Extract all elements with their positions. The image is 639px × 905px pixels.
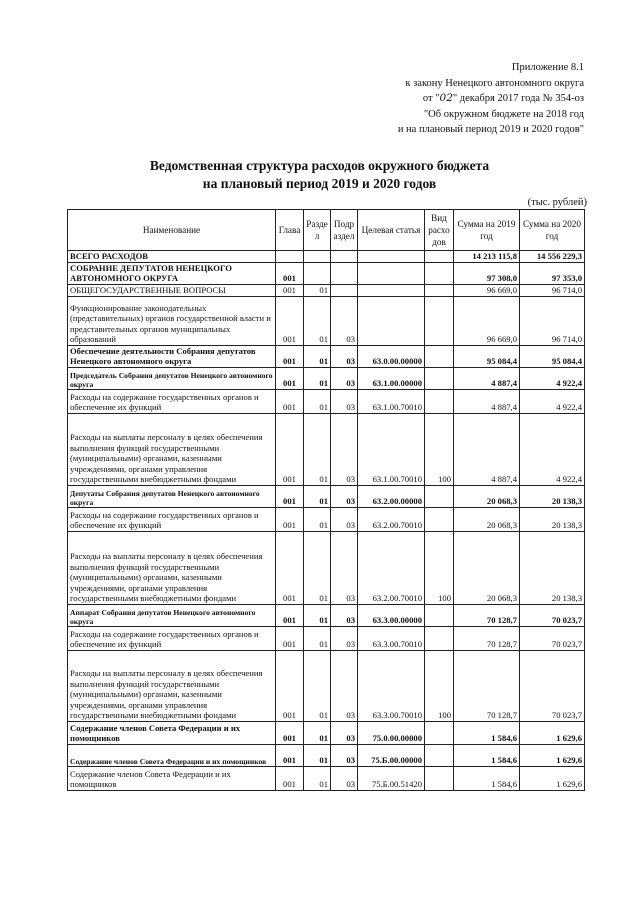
table-row xyxy=(68,262,585,284)
row-type xyxy=(425,721,454,744)
row-type xyxy=(425,604,454,626)
row-name: Аппарат Собрания депутатов Ненецкого автономного округа xyxy=(68,604,276,626)
row-sum2020: 70 023,7 xyxy=(520,650,585,721)
row-chapter: 001 xyxy=(276,626,304,650)
row-type xyxy=(425,744,454,766)
expenditure-table xyxy=(67,209,585,791)
row-target: 75.0.00.00000 xyxy=(358,721,425,744)
row-sum2020: 14 556 229,3 xyxy=(520,251,585,263)
row-name: СОБРАНИЕ ДЕПУТАТОВ НЕНЕЦКОГО АВТОНОМНОГО ОКРУГА xyxy=(68,262,276,284)
header-row xyxy=(68,210,585,251)
row-target xyxy=(358,296,425,345)
row-sum2020: 20 138,3 xyxy=(520,507,585,531)
row-name: Функционирование законодательных (представительных) органов государственной власти и представительных органов муниципальных образований xyxy=(68,296,276,345)
row-subsection: 03 xyxy=(331,766,358,790)
row-target: 75.Б.00.00000 xyxy=(358,744,425,766)
row-sum2020: 1 629,6 xyxy=(520,766,585,790)
row-sum2020: 96 714,0 xyxy=(520,296,585,345)
row-section: 01 xyxy=(304,485,331,507)
appendix-line: к закону Ненецкого автономного округа xyxy=(405,77,584,89)
row-subsection: 03 xyxy=(331,721,358,744)
table-row xyxy=(68,650,585,721)
row-target: 63.2.00.70010 xyxy=(358,507,425,531)
row-chapter: 001 xyxy=(276,284,304,296)
row-section: 01 xyxy=(304,507,331,531)
date-suffix: " декабря 2017 года № 354-оз xyxy=(452,93,584,104)
table-row xyxy=(68,389,585,413)
row-target xyxy=(358,284,425,296)
row-type xyxy=(425,766,454,790)
row-sum2019: 20 068,3 xyxy=(454,485,520,507)
row-chapter: 001 xyxy=(276,389,304,413)
row-sum2020: 70 023,7 xyxy=(520,604,585,626)
row-sum2019: 70 128,7 xyxy=(454,604,520,626)
row-subsection: 03 xyxy=(331,604,358,626)
row-sum2020: 97 353,0 xyxy=(520,262,585,284)
row-target: 63.2.00.70010 xyxy=(358,531,425,604)
row-section xyxy=(304,262,331,284)
row-target: 63.1.00.70010 xyxy=(358,413,425,485)
table-row xyxy=(68,485,585,507)
row-section: 01 xyxy=(304,284,331,296)
row-subsection: 03 xyxy=(331,507,358,531)
row-sum2019: 70 128,7 xyxy=(454,626,520,650)
row-subsection: 03 xyxy=(331,626,358,650)
row-sum2020: 70 023,7 xyxy=(520,626,585,650)
row-sum2019: 14 213 115,8 xyxy=(454,251,520,263)
row-chapter: 001 xyxy=(276,262,304,284)
title-line: Ведомственная структура расходов окружного бюджета xyxy=(149,158,490,173)
header-sum2020: Сумма на 2020 год xyxy=(520,210,585,251)
row-section: 01 xyxy=(304,721,331,744)
row-target xyxy=(358,251,425,263)
table-row xyxy=(68,766,585,790)
row-sum2020: 1 629,6 xyxy=(520,721,585,744)
handwritten-date: 02 xyxy=(439,92,453,104)
table-row xyxy=(68,367,585,389)
row-name: Расходы на содержание государственных органов и обеспечение их функций xyxy=(68,389,276,413)
appendix-line: и на плановый период 2019 и 2020 годов" xyxy=(397,124,584,135)
row-chapter: 001 xyxy=(276,296,304,345)
table-row xyxy=(68,721,585,744)
title-line: на плановый период 2019 и 2020 годов xyxy=(202,176,437,191)
row-sum2019: 95 084,4 xyxy=(454,345,520,367)
row-type: 100 xyxy=(425,413,454,485)
row-target: 63.0.00.00000 xyxy=(358,345,425,367)
row-name: Содержание членов Совета Федерации и их помощников xyxy=(68,766,276,790)
row-target: 63.3.00.70010 xyxy=(358,626,425,650)
row-section: 01 xyxy=(304,531,331,604)
row-chapter: 001 xyxy=(276,531,304,604)
row-type: 100 xyxy=(425,531,454,604)
row-section: 01 xyxy=(304,367,331,389)
row-subsection: 03 xyxy=(331,367,358,389)
row-sum2020: 20 138,3 xyxy=(520,485,585,507)
header-subsection: Подр аздел xyxy=(331,210,358,251)
row-chapter: 001 xyxy=(276,744,304,766)
row-chapter: 001 xyxy=(276,766,304,790)
row-target: 63.1.00.00000 xyxy=(358,367,425,389)
row-sum2020: 95 084,4 xyxy=(520,345,585,367)
header-sum2019: Сумма на 2019 год xyxy=(454,210,520,251)
row-name: ВСЕГО РАСХОДОВ xyxy=(68,251,276,263)
table-row xyxy=(68,507,585,531)
row-sum2019: 70 128,7 xyxy=(454,650,520,721)
row-chapter xyxy=(276,251,304,263)
row-section: 01 xyxy=(304,744,331,766)
table-row xyxy=(68,413,585,485)
row-section: 01 xyxy=(304,413,331,485)
row-chapter: 001 xyxy=(276,507,304,531)
document-title xyxy=(0,157,639,193)
row-sum2020: 20 138,3 xyxy=(520,531,585,604)
row-subsection: 03 xyxy=(331,389,358,413)
table-row xyxy=(68,251,585,263)
row-name: Депутаты Собрания депутатов Ненецкого автономного округа xyxy=(68,485,276,507)
header-chapter: Глава xyxy=(276,210,304,251)
date-prefix: от " xyxy=(422,93,440,104)
row-sum2019: 4 887,4 xyxy=(454,389,520,413)
row-chapter: 001 xyxy=(276,485,304,507)
row-sum2019: 1 584,6 xyxy=(454,744,520,766)
row-target: 63.1.00.70010 xyxy=(358,389,425,413)
table-row xyxy=(68,626,585,650)
appendix-note xyxy=(398,60,584,138)
row-subsection xyxy=(331,284,358,296)
header-section: Разде л xyxy=(304,210,331,251)
row-section: 01 xyxy=(304,296,331,345)
row-chapter: 001 xyxy=(276,604,304,626)
row-subsection: 03 xyxy=(331,531,358,604)
row-sum2020: 4 922,4 xyxy=(520,389,585,413)
row-section: 01 xyxy=(304,604,331,626)
row-name: Председатель Собрания депутатов Ненецкого автономного округа xyxy=(68,367,276,389)
appendix-line: Приложение 8.1 xyxy=(511,62,584,73)
table-row xyxy=(68,345,585,367)
row-name: Расходы на содержание государственных органов и обеспечение их функций xyxy=(68,507,276,531)
row-sum2020: 1 629,6 xyxy=(520,744,585,766)
row-target: 63.3.00.70010 xyxy=(358,650,425,721)
row-chapter: 001 xyxy=(276,413,304,485)
row-section: 01 xyxy=(304,389,331,413)
row-type xyxy=(425,345,454,367)
row-type xyxy=(425,251,454,263)
row-type xyxy=(425,507,454,531)
row-sum2019: 20 068,3 xyxy=(454,531,520,604)
row-subsection: 03 xyxy=(331,413,358,485)
row-subsection xyxy=(331,251,358,263)
row-sum2020: 96 714,0 xyxy=(520,284,585,296)
row-sum2019: 96 669,0 xyxy=(454,284,520,296)
row-sum2019: 1 584,6 xyxy=(454,721,520,744)
row-type xyxy=(425,626,454,650)
row-chapter: 001 xyxy=(276,721,304,744)
row-target: 75.Б.00.51420 xyxy=(358,766,425,790)
row-sum2019: 1 584,6 xyxy=(454,766,520,790)
table-row xyxy=(68,284,585,296)
row-sum2019: 4 887,4 xyxy=(454,367,520,389)
row-type xyxy=(425,367,454,389)
row-name: Расходы на выплаты персоналу в целях обеспечения выполнения функций государственными (муниципальными) органами, казенными учреждениями, органами управления государственными внебюджетными фондами xyxy=(68,531,276,604)
table-row xyxy=(68,604,585,626)
row-name: ОБЩЕГОСУДАРСТВЕННЫЕ ВОПРОСЫ xyxy=(68,284,276,296)
row-section: 01 xyxy=(304,650,331,721)
row-sum2020: 4 922,4 xyxy=(520,367,585,389)
row-type xyxy=(425,296,454,345)
row-name: Обеспечение деятельности Собрания депутатов Ненецкого автономного округа xyxy=(68,345,276,367)
row-chapter: 001 xyxy=(276,650,304,721)
row-sum2019: 97 308,0 xyxy=(454,262,520,284)
row-section: 01 xyxy=(304,626,331,650)
row-chapter: 001 xyxy=(276,345,304,367)
row-name: Расходы на выплаты персоналу в целях обеспечения выполнения функций государственными (муниципальными) органами, казенными учреждениями, органами управления государственными внебюджетными фондами xyxy=(68,413,276,485)
row-subsection: 03 xyxy=(331,650,358,721)
table-row xyxy=(68,744,585,766)
row-name: Расходы на содержание государственных органов и обеспечение их функций xyxy=(68,626,276,650)
row-name: Расходы на выплаты персоналу в целях обеспечения выполнения функций государственными (муниципальными) органами, казенными учреждениями, органами управления государственными внебюджетными фондами xyxy=(68,650,276,721)
row-target xyxy=(358,262,425,284)
row-subsection: 03 xyxy=(331,485,358,507)
row-chapter: 001 xyxy=(276,367,304,389)
row-subsection xyxy=(331,262,358,284)
row-subsection: 03 xyxy=(331,296,358,345)
header-target: Целевая статья xyxy=(358,210,425,251)
appendix-line: "Об окружном бюджете на 2018 год xyxy=(423,108,584,120)
row-type xyxy=(425,262,454,284)
row-name: Содержание членов Совета Федерации и их помощников xyxy=(68,721,276,744)
row-sum2020: 4 922,4 xyxy=(520,413,585,485)
row-section: 01 xyxy=(304,766,331,790)
table-row xyxy=(68,531,585,604)
row-section xyxy=(304,251,331,263)
row-type xyxy=(425,485,454,507)
table-row xyxy=(68,296,585,345)
row-sum2019: 4 887,4 xyxy=(454,413,520,485)
row-section: 01 xyxy=(304,345,331,367)
row-subsection: 03 xyxy=(331,744,358,766)
row-target: 63.3.00.00000 xyxy=(358,604,425,626)
appendix-date-line xyxy=(398,91,584,107)
units-label: (тыс. рублей) xyxy=(527,197,587,208)
row-type xyxy=(425,284,454,296)
row-name: Содержание членов Совета Федерации и их помощников xyxy=(68,744,276,766)
row-target: 63.2.00.00000 xyxy=(358,485,425,507)
row-type: 100 xyxy=(425,650,454,721)
row-type xyxy=(425,389,454,413)
header-name: Наименование xyxy=(68,210,276,251)
row-sum2019: 96 669,0 xyxy=(454,296,520,345)
row-subsection: 03 xyxy=(331,345,358,367)
row-sum2019: 20 068,3 xyxy=(454,507,520,531)
header-type: Вид расхо дов xyxy=(425,210,454,251)
